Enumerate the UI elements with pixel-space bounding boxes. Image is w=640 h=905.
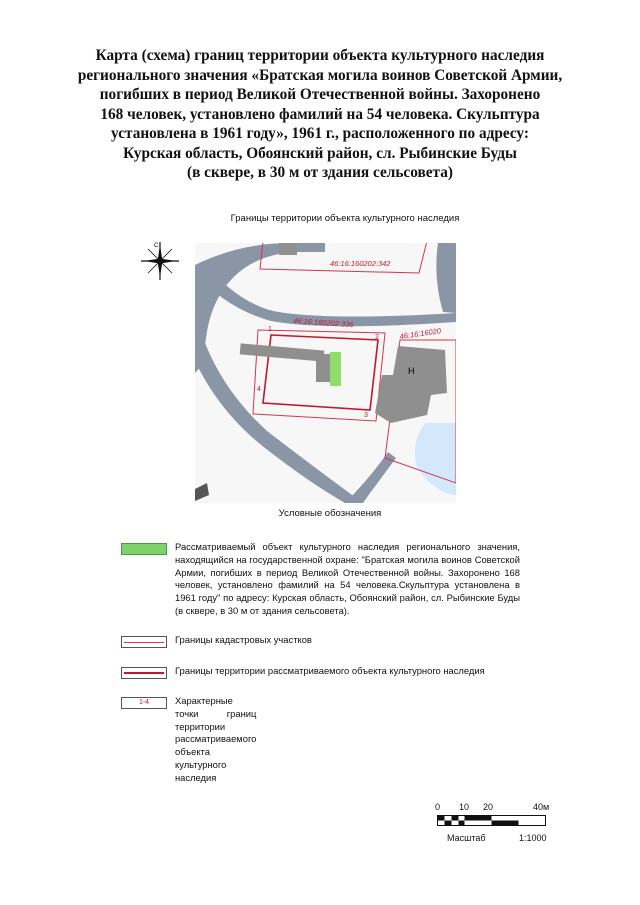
legend-text-boundary: Границы территории рассматриваемого объекта культурного наследия [175, 665, 485, 676]
boundary-point-1: 1 [268, 326, 272, 333]
building-top [279, 243, 297, 255]
scale-label: Масштаб [447, 833, 486, 843]
boundary-point-2: 2 [375, 334, 379, 341]
scale-bar [433, 802, 563, 862]
memorial-platform [316, 354, 330, 382]
scale-graphic [437, 815, 547, 827]
parcel-label-right: 46:16:16020 [399, 326, 442, 341]
monument-object [330, 352, 341, 386]
scale-tick-40: 40м [533, 802, 550, 812]
legend-title: Условные обозначения [278, 508, 382, 519]
scale-tick-10: 10 [459, 802, 470, 812]
boundary-point-4: 4 [257, 386, 261, 393]
map-caption: Границы территории объекта культурного наследия [230, 213, 460, 224]
parcel-label-336: 46:16:160202:336 [292, 316, 354, 330]
legend-swatch-points: 1-4 [121, 697, 167, 709]
scale-ratio: 1:1000 [519, 833, 547, 843]
compass-north-label: С [154, 243, 159, 249]
legend-swatch-cadastral [121, 636, 167, 648]
site-map [195, 243, 456, 503]
legend-swatch-boundary [121, 667, 167, 679]
legend-text-cadastral: Границы кадастровых участков [175, 634, 312, 645]
building-label: Н [408, 366, 415, 376]
scale-tick-0: 0 [435, 802, 441, 812]
legend-swatch-object [121, 543, 167, 555]
map-title: Карта (схема) границ территории объекта культурного наследия регионального значения «Братская могила воинов Советской Армии, погибших в период Великой Отечественной войны. Захоронено 168 человек, установлено фамилий на 54 человека. Скульптура установлена в 1961 году», 1961 г., расположенного по адресу: Курская область, Обоянский район, сл. Рыбинские Буды (в сквере, в 30 м от здания сельсовета) [77, 47, 563, 181]
scale-tick-20: 20 [483, 802, 494, 812]
boundary-point-3: 3 [364, 412, 368, 419]
compass-rose-icon [138, 238, 182, 282]
parcel-label-342: 46:16:160202:342 [330, 259, 391, 268]
legend-text-points: Характерные точки границ территории рассматриваемого объекта культурного наследия [175, 695, 257, 783]
legend-text-object: Рассматриваемый объект культурного наследия регионального значения, находящийся на государственной охране: "Братская могила воинов Советской Армии, погибших в период Великой Отечественной войны. Захоронено 168 человек, установлено фамилий на 54 человека.Скульптура установлена в 1961 году" по адресу: Курская область, Обоянский район, сл. Рыбинские Буды (в сквере, в 30 м от здания сельсовета). [175, 541, 520, 616]
